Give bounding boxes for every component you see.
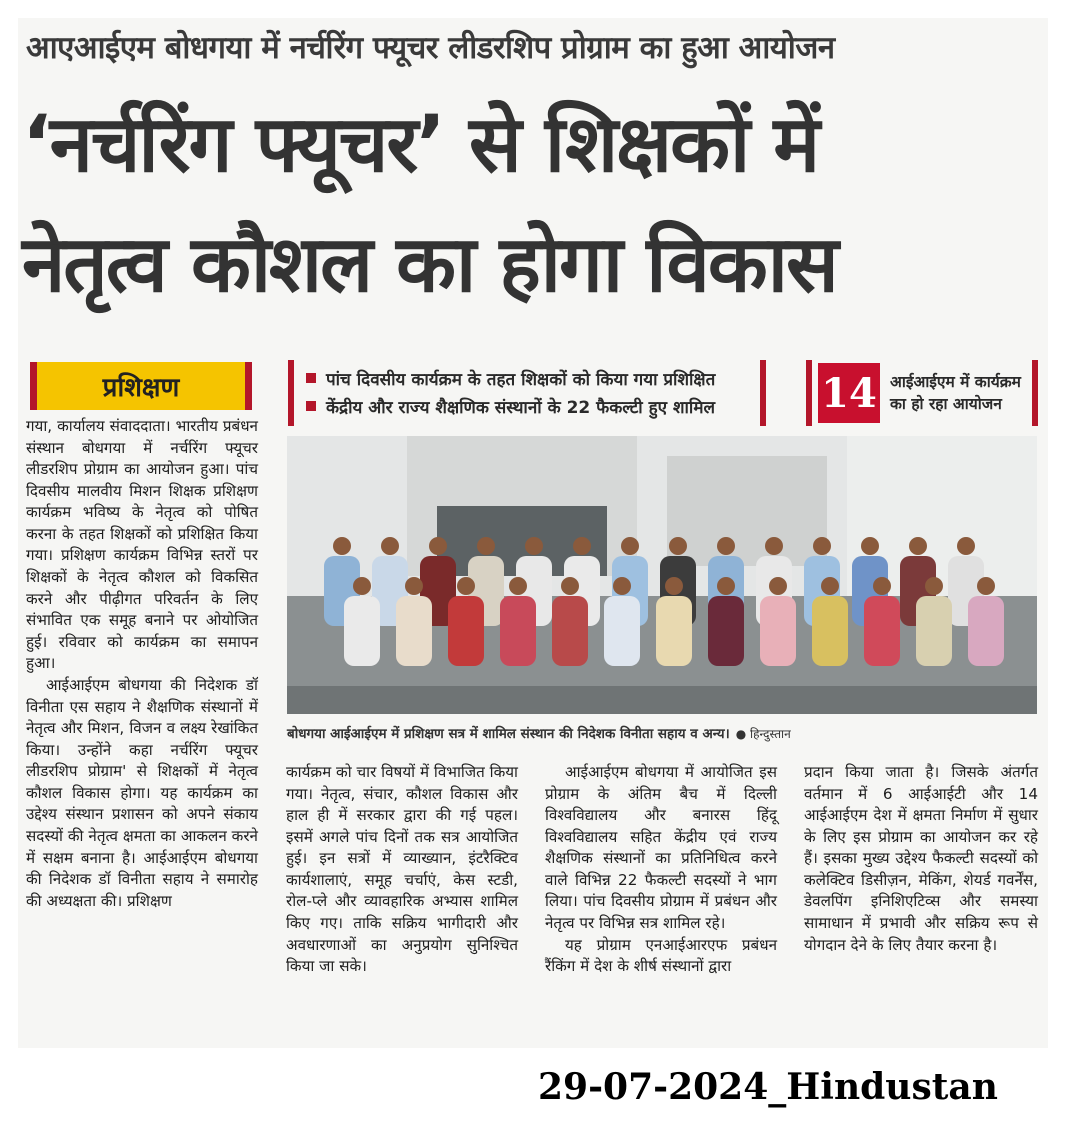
person-seated bbox=[552, 596, 588, 666]
person-head bbox=[621, 537, 639, 555]
person-head bbox=[925, 577, 943, 595]
person-seated bbox=[604, 596, 640, 666]
highlight-text: पांच दिवसीय कार्यक्रम के तहत शिक्षकों को किया गया प्रशिक्षित bbox=[326, 369, 716, 390]
person-head bbox=[561, 577, 579, 595]
person-seated bbox=[500, 596, 536, 666]
person-head bbox=[957, 537, 975, 555]
person-head bbox=[477, 537, 495, 555]
fact-text-line1: आईआईएम में कार्यक्रम bbox=[890, 372, 1021, 391]
person-head bbox=[821, 577, 839, 595]
body-paragraph: यह प्रोग्राम एनआईआरएफ प्रबंधन रैंकिंग में देश के शीर्ष संस्थानों द्वारा bbox=[545, 935, 777, 976]
person-head bbox=[613, 577, 631, 595]
person-seated bbox=[344, 596, 380, 666]
person-head bbox=[353, 577, 371, 595]
person-head bbox=[509, 577, 527, 595]
person-head bbox=[457, 577, 475, 595]
person-head bbox=[977, 577, 995, 595]
highlights-box bbox=[288, 360, 766, 426]
person-head bbox=[429, 537, 447, 555]
person-head bbox=[405, 577, 423, 595]
bullet-square-icon bbox=[306, 401, 316, 411]
person-head bbox=[573, 537, 591, 555]
fact-number: 14 bbox=[818, 363, 880, 423]
photo-caption-text: बोधगया आईआईएम में प्रशिक्षण सत्र में शामिल संस्थान की निदेशक विनीता सहाय व अन्य। bbox=[287, 726, 730, 742]
photo-credit: ● हिन्दुस्तान bbox=[735, 727, 791, 741]
person-head bbox=[717, 577, 735, 595]
dateline: 29-07-2024_Hindustan bbox=[538, 1066, 998, 1108]
body-column-2 bbox=[286, 762, 518, 978]
person-seated bbox=[812, 596, 848, 666]
body-paragraph: गया, कार्यालय संवाददाता। भारतीय प्रबंधन संस्थान बोधगया में नर्चरिंग फ्यूचर लीडरशिप प्रोग्राम का आयोजन हुआ। पांच दिवसीय मालवीय मिशन शिक्षक प्रशिक्षण कार्यक्रम भविष्य के नेतृत्व को पोषित करना के तहत शिक्षकों को प्रशिक्षित किया गया। प्रशिक्षण कार्यक्रम विभिन्न स्तरों पर शिक्षकों के नेतृत्व कौशल को विकसित करने और पीढ़ीगत परिवर्तन के लिए संभावित एक समूह बनाने पर ओयोजित हुई। रविवार को कार्यक्रम का समापन हुआ। bbox=[26, 417, 258, 673]
section-tag: प्रशिक्षण bbox=[30, 362, 252, 410]
body-paragraph: प्रदान किया जाता है। जिसके अंतर्गत वर्तमान में 6 आईआईटी और 14 आईआईएम देश में क्षमता निर्माण में सुधार के लिए इस प्रोग्राम का आयोजन कर रहे हैं। इसका मुख्य उद्देश्य फैकल्टी सदस्यों को कलेक्टिव डिसीज़न, मेकिंग, शेयर्ड गवर्नेंस, डेवलपिंग इनिशिएटिव्स और समस्या सामाधान में प्रभावी और सक्रिय रूप से योगदान देने के लिए तैयार करना है। bbox=[804, 763, 1038, 954]
photo-caption bbox=[287, 724, 1037, 742]
person-seated bbox=[916, 596, 952, 666]
fact-text bbox=[890, 371, 1021, 416]
body-column-4 bbox=[804, 762, 1038, 956]
bullet-square-icon bbox=[306, 373, 316, 383]
body-paragraph: आईआईएम बोधगया में आयोजित इस प्रोग्राम के अंतिम बैच में दिल्ली विश्वविद्यालय और बनारस हिंदू विश्वविद्यालय सहित केंद्रीय एवं राज्य शैक्षणिक संस्थानों का प्रतिनिधित्व करने वाले विभिन्न 22 फैकल्टी सदस्यों ने भाग लिया। पांच दिवसीय प्रोग्राम में प्रबंधन और नेतृत्व पर विभिन्न सत्र शामिल रहे। bbox=[545, 763, 777, 933]
person-seated bbox=[396, 596, 432, 666]
person-head bbox=[381, 537, 399, 555]
person-seated bbox=[448, 596, 484, 666]
person-head bbox=[769, 577, 787, 595]
body-paragraph: आईआईएम बोधगया की निदेशक डॉ विनीता एस सहाय ने शैक्षणिक संस्थानों में नेतृत्व और मिशन, विजन व लक्ष्य रेखांकित किया। उन्होंने कहा नर्चरिंग फ्यूचर लीडरशिप प्रोग्राम' से शिक्षकों में नेतृत्व कौशल विकास होगा। यह कार्यक्रम का उद्देश्य संस्थान प्रशासन को अपने संकाय सदस्यों की नेतृत्व क्षमता का आकलन करने में सक्षम बनाना है। आईआईएम बोधगया की निदेशक डॉ विनीता सहाय ने समारोह की अध्यक्षता की। प्रशिक्षण bbox=[26, 675, 258, 910]
person-head bbox=[909, 537, 927, 555]
kicker-headline: आएआईएम बोधगया में नर्चरिंग फ्यूचर लीडरशिप प्रोग्राम का हुआ आयोजन bbox=[26, 30, 835, 66]
person-head bbox=[813, 537, 831, 555]
fact-text-line2: का हो रहा आयोजन bbox=[890, 395, 1002, 413]
highlight-text: केंद्रीय और राज्य शैक्षणिक संस्थानों के 22 फैकल्टी हुए शामिल bbox=[326, 397, 716, 418]
body-column-1 bbox=[26, 416, 258, 912]
person-head bbox=[665, 577, 683, 595]
person-head bbox=[525, 537, 543, 555]
person-seated bbox=[864, 596, 900, 666]
person-head bbox=[333, 537, 351, 555]
person-seated bbox=[708, 596, 744, 666]
main-headline-line2: नेतृत्व कौशल का होगा विकास bbox=[22, 220, 837, 310]
main-headline-line1: ‘नर्चरिंग फ्यूचर’ से शिक्षकों में bbox=[22, 100, 819, 190]
fact-box bbox=[806, 360, 1038, 426]
group-photo bbox=[287, 436, 1037, 714]
person-head bbox=[669, 537, 687, 555]
body-paragraph: कार्यक्रम को चार विषयों में विभाजित किया गया। नेतृत्व, संचार, कौशल विकास और हाल ही में सरकार द्वारा की गई पहल। इसमें अगले पांच दिनों तक सत्र आयोजित हुई। इन सत्रों में व्याख्यान, इंटरैक्टिव कार्यशालाएं, समूह चर्चाएं, केस स्टडी, रोल-प्ले और व्यावहारिक अभ्यास शामिल किए गए। ताकि सक्रिय भागीदारी और अवधारणाओं का अनुप्रयोग सुनिश्चित किया जा सके। bbox=[286, 763, 518, 976]
person-head bbox=[765, 537, 783, 555]
person-seated bbox=[968, 596, 1004, 666]
person-head bbox=[873, 577, 891, 595]
body-column-3 bbox=[545, 762, 777, 978]
person-head bbox=[717, 537, 735, 555]
highlight-item bbox=[306, 364, 750, 392]
person-seated bbox=[656, 596, 692, 666]
person-seated bbox=[760, 596, 796, 666]
group-photo-illustration bbox=[287, 436, 1037, 714]
person-head bbox=[861, 537, 879, 555]
highlight-item bbox=[306, 392, 750, 420]
